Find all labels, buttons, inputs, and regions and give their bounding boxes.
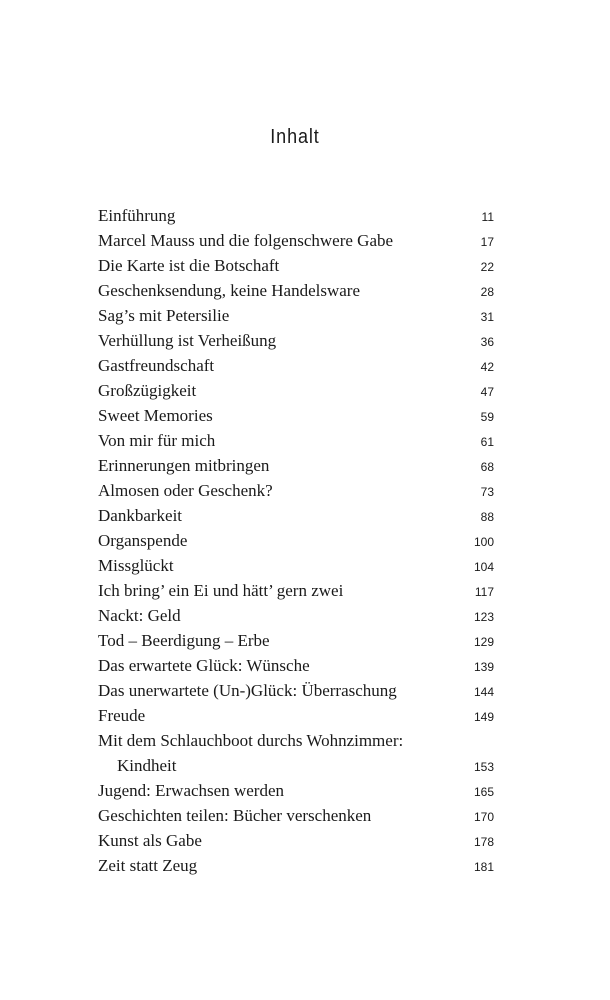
toc-entry bbox=[98, 803, 494, 828]
toc-entry-title: Jugend: Erwachsen werden bbox=[98, 781, 284, 800]
toc-entry bbox=[98, 703, 494, 728]
toc-entry bbox=[98, 503, 494, 528]
toc-entry-title: Nackt: Geld bbox=[98, 606, 181, 625]
toc-entry-title: Verhüllung ist Verheißung bbox=[98, 331, 277, 350]
toc-entry bbox=[98, 278, 494, 303]
toc-entry-page: 47 bbox=[480, 385, 494, 399]
toc-entry-title: Dankbarkeit bbox=[98, 506, 183, 525]
toc-entry-title: Tod – Beerdigung – Erbe bbox=[98, 631, 270, 650]
toc-entry bbox=[98, 828, 494, 853]
toc-entry-page: 170 bbox=[473, 810, 494, 824]
toc-entry bbox=[98, 528, 494, 553]
toc-entry-page: 61 bbox=[480, 435, 494, 449]
toc-entry-page: 123 bbox=[473, 610, 494, 624]
toc-entry-page: 28 bbox=[480, 285, 494, 299]
toc-entry-page: 149 bbox=[473, 710, 494, 724]
toc-entry bbox=[98, 303, 494, 328]
toc-entry-page: 117 bbox=[474, 585, 494, 599]
toc-entry-title: Geschichten teilen: Bücher verschenken bbox=[98, 806, 372, 825]
toc-entry-title: Ich bring’ ein Ei und hätt’ gern zwei bbox=[98, 581, 344, 600]
toc-entry bbox=[98, 553, 494, 578]
toc-entry-page: 22 bbox=[480, 260, 494, 274]
toc-entry-title: Erinnerungen mitbringen bbox=[98, 456, 270, 475]
toc-entry bbox=[98, 628, 494, 653]
toc-entry-page: 31 bbox=[480, 310, 494, 324]
toc-entry-title: Sweet Memories bbox=[98, 406, 213, 425]
toc-entry-page: 100 bbox=[473, 535, 494, 549]
toc-entry bbox=[98, 328, 494, 353]
toc-entry bbox=[98, 403, 494, 428]
toc-entry bbox=[98, 728, 494, 753]
toc-entry-title: Das unerwartete (Un-)Glück: Überraschung bbox=[98, 681, 397, 700]
toc-entry-title: Einführung bbox=[98, 206, 176, 225]
toc-entry-title: Kindheit bbox=[117, 756, 177, 775]
toc-entry-title: Mit dem Schlauchboot durchs Wohnzimmer: bbox=[98, 731, 404, 750]
toc-entry-page: 42 bbox=[480, 360, 494, 374]
toc-entry bbox=[98, 228, 494, 253]
toc-entry-title: Die Karte ist die Botschaft bbox=[98, 256, 280, 275]
toc-entry bbox=[98, 378, 494, 403]
toc-entry bbox=[98, 653, 494, 678]
toc-entry-page: 153 bbox=[473, 760, 494, 774]
toc-entry-title: Geschenksendung, keine Handelsware bbox=[98, 281, 360, 300]
toc-entry-title: Kunst als Gabe bbox=[98, 831, 202, 850]
toc-entry-page: 36 bbox=[480, 335, 494, 349]
toc-entry bbox=[98, 203, 494, 228]
toc-entry-title: Sag’s mit Petersilie bbox=[98, 306, 230, 325]
toc-entry bbox=[98, 853, 494, 878]
toc-entry bbox=[98, 428, 494, 453]
toc-heading: Inhalt bbox=[270, 126, 320, 148]
toc-entry-title: Zeit statt Zeug bbox=[98, 856, 198, 875]
toc-entry-page: 88 bbox=[480, 510, 494, 524]
toc-entry-page: 139 bbox=[473, 660, 494, 674]
toc-entry bbox=[98, 353, 494, 378]
toc-entry bbox=[98, 578, 494, 603]
toc-entry-page: 68 bbox=[480, 460, 494, 474]
toc-entry-page: 178 bbox=[473, 835, 494, 849]
toc-entry-title: Das erwartete Glück: Wünsche bbox=[98, 656, 310, 675]
toc-entry-title: Almosen oder Geschenk? bbox=[98, 481, 273, 500]
toc-entry-title: Freude bbox=[98, 706, 146, 725]
toc-entry-page: 181 bbox=[473, 860, 494, 874]
toc-entry bbox=[98, 253, 494, 278]
toc-entry bbox=[98, 778, 494, 803]
toc-entry-title: Von mir für mich bbox=[98, 431, 216, 450]
toc-entry-title: Missglückt bbox=[98, 556, 174, 575]
toc-entry-page: 11 bbox=[481, 210, 494, 224]
toc-entry-title: Marcel Mauss und die folgenschwere Gabe bbox=[98, 231, 394, 250]
toc-entry bbox=[98, 678, 494, 703]
toc-entry-title: Großzügigkeit bbox=[98, 381, 197, 400]
toc-entry bbox=[98, 478, 494, 503]
toc-entry-page: 144 bbox=[473, 685, 494, 699]
toc-entry-page: 165 bbox=[473, 785, 494, 799]
toc-entry-page: 17 bbox=[480, 235, 494, 249]
toc-entry-page: 104 bbox=[473, 560, 494, 574]
toc-entry-page: 73 bbox=[480, 485, 494, 499]
toc-list bbox=[98, 203, 494, 878]
toc-entry bbox=[98, 603, 494, 628]
toc-entry-page: 129 bbox=[473, 635, 494, 649]
toc-entry-title: Organspende bbox=[98, 531, 188, 550]
toc-entry bbox=[98, 453, 494, 478]
toc-entry bbox=[98, 753, 494, 778]
toc-entry-title: Gastfreundschaft bbox=[98, 356, 215, 375]
toc-entry-page: 59 bbox=[480, 410, 494, 424]
